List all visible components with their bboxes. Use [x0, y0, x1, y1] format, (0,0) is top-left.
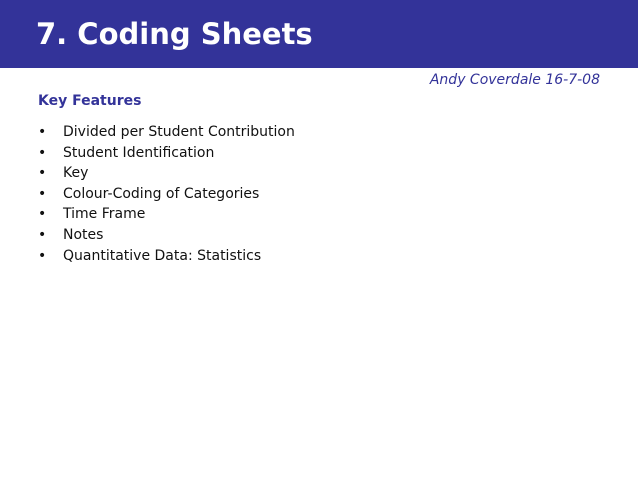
list-item-text: Time Frame	[63, 206, 146, 223]
list-item	[38, 204, 295, 225]
slide-title: 7. Coding Sheets	[36, 17, 313, 51]
list-item-text: Student Identification	[63, 144, 215, 161]
bullet-icon: •	[38, 144, 47, 161]
title-bar	[0, 0, 638, 68]
bullet-icon: •	[38, 226, 47, 243]
section-heading: Key Features	[38, 93, 142, 109]
list-item	[38, 122, 295, 143]
bullet-icon: •	[38, 206, 47, 223]
key-features-list	[38, 122, 295, 266]
list-item	[38, 163, 295, 184]
list-item-text: Divided per Student Contribution	[63, 124, 295, 140]
list-item	[38, 184, 295, 205]
list-item-text: Notes	[63, 226, 104, 243]
list-item	[38, 246, 295, 267]
bullet-icon: •	[38, 124, 47, 140]
bullet-icon: •	[38, 247, 47, 264]
list-item-text: Colour-Coding of Categories	[63, 185, 260, 202]
list-item-text: Quantitative Data: Statistics	[63, 247, 262, 264]
bullet-icon: •	[38, 165, 47, 182]
list-item	[38, 225, 295, 246]
author-date-byline: Andy Coverdale 16-7-08	[429, 72, 600, 88]
list-item	[38, 143, 295, 164]
list-item-text: Key	[63, 165, 89, 182]
bullet-icon: •	[38, 185, 47, 202]
